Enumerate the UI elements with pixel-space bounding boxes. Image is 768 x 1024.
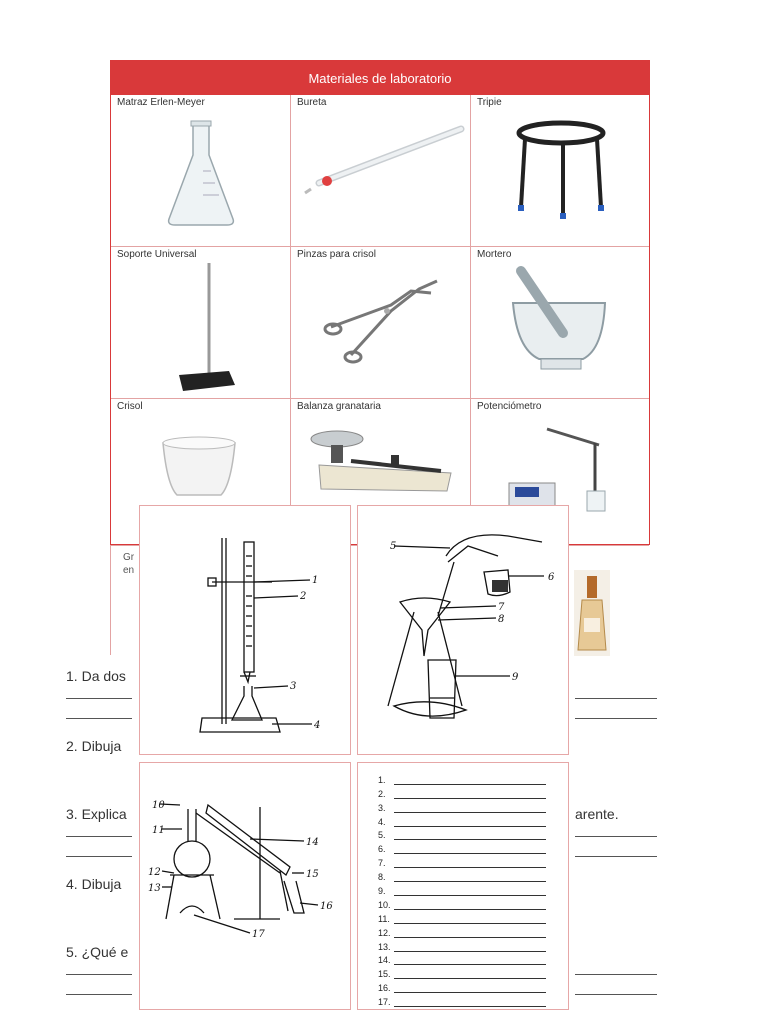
cell-label: Mortero	[477, 249, 512, 260]
answer-blank[interactable]	[394, 790, 546, 799]
label-11: 11	[152, 825, 165, 836]
answer-line	[66, 836, 132, 837]
table-title: Materiales de laboratorio	[111, 61, 649, 95]
cell-tongs	[291, 247, 471, 399]
question-text: Dibuja	[81, 738, 122, 754]
answer-number: 13.	[378, 941, 391, 952]
question-text: Da dos	[81, 668, 126, 684]
answer-line	[66, 856, 132, 857]
reagent-bottle-icon	[574, 570, 610, 656]
label-6: 6	[548, 572, 555, 583]
answer-number: 5.	[378, 830, 386, 841]
question-3	[66, 806, 127, 822]
answer-blank[interactable]	[394, 845, 546, 854]
answer-list-panel	[357, 762, 569, 1010]
question-2	[66, 738, 121, 754]
question-number: 4.	[66, 876, 78, 892]
answer-blank[interactable]	[394, 901, 546, 910]
question-text: Explica	[81, 806, 127, 822]
question-number: 1.	[66, 668, 78, 684]
answer-row	[378, 979, 546, 993]
answer-line	[575, 718, 657, 719]
cell-label: Soporte Universal	[117, 249, 197, 260]
cell-label: Matraz Erlen-Meyer	[117, 97, 205, 108]
answer-line	[66, 698, 132, 699]
answer-row	[378, 952, 546, 966]
answer-row	[378, 965, 546, 979]
label-2: 2	[300, 591, 307, 602]
partial-text	[123, 551, 134, 577]
label-12: 12	[148, 867, 161, 878]
label-4: 4	[314, 720, 321, 731]
label-10: 10	[152, 800, 165, 811]
answer-row	[378, 993, 546, 1007]
answer-row	[378, 785, 546, 799]
question-3-tail: arente.	[575, 806, 619, 822]
answer-number: 2.	[378, 788, 386, 799]
question-text: ¿Qué e	[81, 944, 129, 960]
label-16: 16	[320, 901, 333, 912]
answer-number: 14.	[378, 955, 391, 966]
filtration-sketch	[358, 506, 570, 756]
answer-line	[66, 718, 132, 719]
cell-label: Potenciómetro	[477, 401, 542, 412]
answer-line	[575, 994, 657, 995]
answer-blank[interactable]	[394, 998, 546, 1007]
answer-blank[interactable]	[394, 970, 546, 979]
label-1: 1	[312, 575, 319, 586]
answer-line	[575, 698, 657, 699]
answer-blank[interactable]	[394, 956, 546, 965]
answer-row	[378, 840, 546, 854]
answer-blank[interactable]	[394, 915, 546, 924]
cell-mortar	[471, 247, 649, 399]
titration-sketch	[140, 506, 352, 756]
cell-label: Crisol	[117, 401, 143, 412]
question-5	[66, 944, 128, 960]
answer-number: 11.	[378, 913, 390, 924]
materials-table	[110, 60, 650, 545]
answer-number: 1.	[378, 774, 386, 785]
answer-row	[378, 771, 546, 785]
answer-row	[378, 854, 546, 868]
answer-number: 6.	[378, 844, 386, 855]
label-7: 7	[498, 602, 505, 613]
question-text: Dibuja	[81, 876, 122, 892]
diagram-filtration	[357, 505, 569, 755]
answer-row	[378, 799, 546, 813]
answer-blank[interactable]	[394, 818, 546, 827]
answer-row	[378, 813, 546, 827]
answer-blank[interactable]	[394, 943, 546, 952]
cell-label: Bureta	[297, 97, 327, 108]
answer-line	[575, 974, 657, 975]
label-3: 3	[290, 681, 297, 692]
answer-row	[378, 868, 546, 882]
answer-number: 9.	[378, 886, 386, 897]
distillation-sketch	[140, 763, 352, 1011]
cell-stand	[111, 247, 291, 399]
answer-line	[66, 994, 132, 995]
cell-label: Pinzas para crisol	[297, 249, 376, 260]
label-17: 17	[252, 929, 265, 940]
question-number: 5.	[66, 944, 78, 960]
answer-line	[66, 974, 132, 975]
answer-number: 8.	[378, 872, 386, 883]
partial-line-2: en	[123, 565, 135, 576]
label-14: 14	[306, 837, 319, 848]
diagram-distillation	[139, 762, 351, 1010]
answer-blank[interactable]	[394, 776, 546, 785]
label-15: 15	[306, 869, 319, 880]
question-number: 3.	[66, 806, 78, 822]
answer-number: 10.	[378, 899, 391, 910]
erlenmeyer-flask-icon	[111, 111, 291, 241]
burette-icon	[291, 111, 471, 241]
question-1	[66, 668, 126, 684]
answer-line	[575, 856, 657, 857]
answer-number: 16.	[378, 983, 391, 994]
answer-blank[interactable]	[394, 887, 546, 896]
answer-number: 3.	[378, 802, 386, 813]
answer-number: 15.	[378, 969, 391, 980]
answer-row	[378, 910, 546, 924]
tripod-icon	[471, 111, 649, 241]
answer-blank[interactable]	[394, 984, 546, 993]
answer-row	[378, 827, 546, 841]
partial-line-1: Gr	[123, 552, 135, 563]
cell-label: Tripie	[477, 97, 502, 108]
answer-blank[interactable]	[394, 831, 546, 840]
cell-erlenmeyer	[111, 95, 291, 247]
label-9: 9	[512, 672, 519, 683]
ring-stand-icon	[111, 263, 291, 398]
question-4	[66, 876, 121, 892]
answer-blank[interactable]	[394, 929, 546, 938]
diagram-burette-titration	[139, 505, 351, 755]
answer-number: 7.	[378, 858, 386, 869]
cell-burette	[291, 95, 471, 247]
answer-number: 4.	[378, 816, 386, 827]
materials-grid	[111, 95, 649, 546]
answer-number: 17.	[378, 997, 391, 1008]
cell-label: Balanza granataria	[297, 401, 381, 412]
label-13: 13	[148, 883, 161, 894]
answer-row	[378, 896, 546, 910]
crucible-tongs-icon	[291, 263, 471, 393]
question-number: 2.	[66, 738, 78, 754]
cell-tripod	[471, 95, 649, 247]
answer-row	[378, 882, 546, 896]
answer-blank[interactable]	[394, 804, 546, 813]
answer-line	[575, 836, 657, 837]
mortar-pestle-icon	[471, 263, 649, 393]
label-8: 8	[498, 614, 505, 625]
answer-row	[378, 938, 546, 952]
answer-row	[378, 924, 546, 938]
answer-blank[interactable]	[394, 873, 546, 882]
answer-blank[interactable]	[394, 859, 546, 868]
answer-number: 12.	[378, 927, 391, 938]
label-5: 5	[390, 541, 397, 552]
answer-list	[378, 771, 546, 1007]
